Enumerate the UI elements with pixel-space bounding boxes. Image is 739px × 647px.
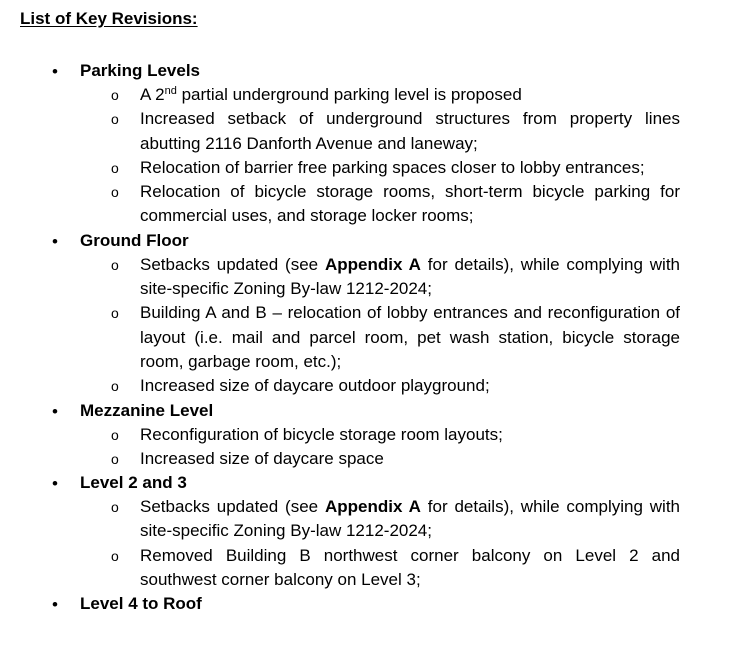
- item-text: Increased setback of underground structures from property lines abutting 2116 Danforth Avenue and laneway;: [140, 109, 680, 153]
- section-level-4-to-roof: [0, 592, 739, 616]
- item-text: Removed Building B northwest corner balcony on Level 2 and southwest corner balcony on Level 3;: [140, 545, 680, 590]
- list-item: [140, 544, 680, 593]
- section-title: Ground Floor: [80, 230, 189, 250]
- item-text-pre: Setbacks updated (see: [140, 497, 325, 517]
- circle-bullet-icon: [111, 156, 119, 180]
- section-parking-levels: [0, 59, 739, 229]
- circle-bullet-icon: [111, 107, 119, 131]
- section-level-2-and-3: [0, 471, 739, 592]
- list-item: [140, 156, 680, 180]
- item-text-pre: Setbacks updated (see: [140, 254, 325, 274]
- section-items: [0, 253, 739, 399]
- item-superscript: nd: [164, 85, 177, 97]
- list-item: [140, 495, 680, 544]
- circle-bullet-icon: [111, 83, 119, 107]
- list-item: [140, 423, 680, 447]
- section-title: Level 2 and 3: [80, 473, 187, 493]
- circle-bullet-icon: [111, 180, 119, 204]
- bullet-icon: •: [52, 401, 58, 421]
- list-item: [140, 447, 680, 471]
- bullet-icon: •: [52, 474, 58, 494]
- section-title: Mezzanine Level: [80, 400, 214, 420]
- item-text: Increased size of daycare space: [140, 448, 384, 468]
- circle-bullet-icon: [111, 301, 119, 325]
- item-text: Building A and B – relocation of lobby entrances and reconfiguration of layout (i.e. mail and parcel room, pet wash station, bicycle storage room, garbage room, etc.);: [140, 303, 680, 371]
- circle-bullet-icon: [111, 447, 119, 471]
- list-item: [140, 301, 680, 374]
- list-item: [140, 180, 680, 229]
- list-item: [140, 253, 680, 302]
- circle-bullet-icon: [111, 253, 119, 277]
- section-title: Parking Levels: [80, 61, 201, 80]
- bullet-icon: •: [52, 231, 58, 251]
- item-text-pre: A 2: [140, 85, 165, 104]
- section-items: [0, 83, 739, 229]
- item-text: Relocation of barrier free parking spaces closer to lobby entrances;: [140, 157, 645, 177]
- item-text-post: for details), while complying with site-specific Zoning By-law 1212-2024;: [140, 497, 680, 541]
- item-text-post: partial underground parking level is proposed: [176, 85, 522, 104]
- revisions-list: [0, 59, 739, 616]
- circle-bullet-icon: [111, 544, 119, 568]
- bullet-icon: •: [52, 595, 58, 615]
- section-ground-floor: [0, 229, 739, 399]
- list-item: [140, 107, 680, 156]
- document-heading: List of Key Revisions:: [20, 9, 198, 28]
- circle-bullet-icon: [111, 423, 119, 447]
- list-item: [140, 83, 680, 107]
- item-text-bold: Appendix A: [324, 497, 421, 517]
- circle-bullet-icon: [111, 374, 119, 398]
- circle-bullet-icon: [111, 495, 119, 519]
- item-text-bold: Appendix A: [324, 254, 421, 274]
- section-mezzanine-level: [0, 399, 739, 472]
- item-text: Increased size of daycare outdoor playground;: [140, 376, 490, 396]
- section-items: [0, 495, 739, 592]
- section-title: Level 4 to Roof: [80, 594, 202, 614]
- item-text: Reconfiguration of bicycle storage room layouts;: [140, 424, 503, 444]
- item-text: Relocation of bicycle storage rooms, short-term bicycle parking for commercial uses, and storage locker rooms;: [140, 182, 680, 226]
- bullet-icon: •: [52, 62, 58, 81]
- section-items: [0, 423, 739, 472]
- list-item: [140, 374, 680, 398]
- item-text-post: for details), while complying with site-specific Zoning By-law 1212-2024;: [140, 254, 680, 299]
